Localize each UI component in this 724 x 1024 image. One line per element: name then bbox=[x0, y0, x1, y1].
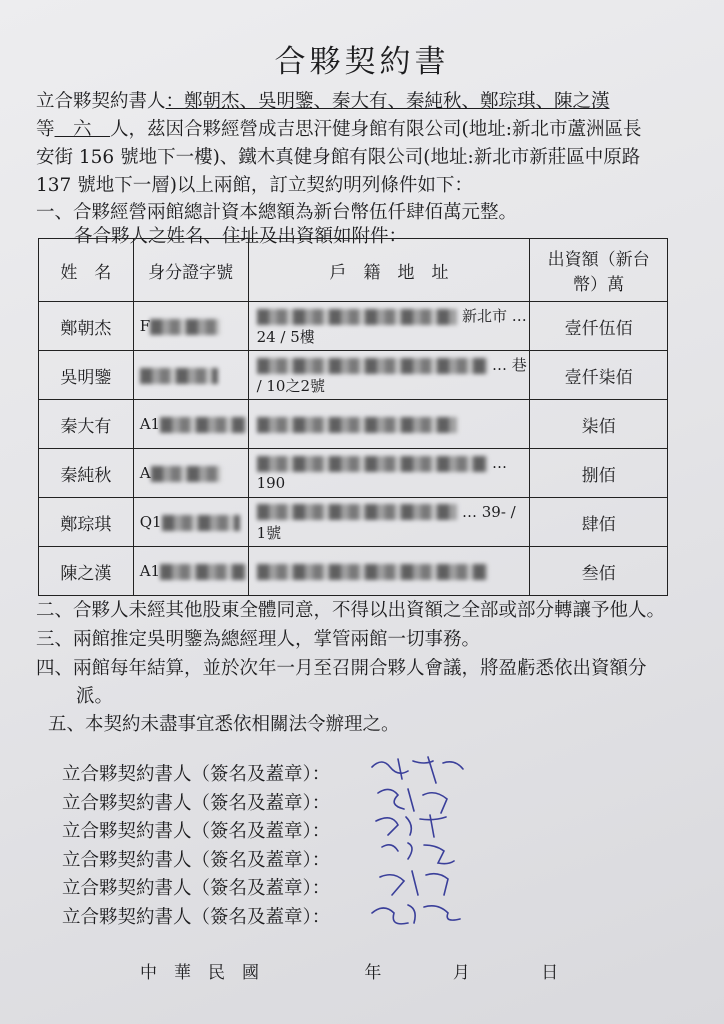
address-visible-part: … 巷 / 10之2號 bbox=[256, 356, 527, 395]
partner-name: 秦大有 bbox=[39, 400, 134, 449]
signature-line: 立合夥契約書人（簽名及蓋章）： bbox=[62, 792, 331, 814]
id-visible-part: Q1 bbox=[139, 513, 162, 531]
partner-name: 鄭朝杰 bbox=[39, 302, 134, 351]
date-era: 中 華 民 國 bbox=[140, 963, 259, 983]
redacted-address bbox=[257, 358, 487, 374]
partner-id bbox=[133, 498, 248, 547]
partner-amount: 壹仟柒佰 bbox=[530, 351, 668, 400]
partner-id bbox=[133, 400, 248, 449]
intro-label: 立合夥契約書人 bbox=[36, 91, 166, 112]
intro-line-2 bbox=[36, 115, 641, 141]
clause-2: 二、合夥人未經其他股東全體同意，不得以出資額之全部或部分轉讓予他人。 bbox=[36, 600, 666, 621]
partner-amount: 叁佰 bbox=[530, 547, 668, 596]
signature-line: 立合夥契約書人（簽名及蓋章）： bbox=[62, 821, 331, 842]
intro-text: 等 bbox=[36, 119, 55, 140]
signature-line: 立合夥契約書人（簽名及蓋章）： bbox=[62, 849, 331, 871]
partner-amount: 捌佰 bbox=[530, 449, 668, 498]
redacted-address bbox=[257, 564, 487, 580]
partner-id bbox=[133, 302, 248, 351]
partner-amount: 柒佰 bbox=[530, 400, 668, 449]
redacted-address bbox=[257, 456, 487, 472]
table-row bbox=[39, 498, 668, 547]
table-row bbox=[39, 400, 668, 449]
id-visible-part: A1 bbox=[139, 415, 161, 433]
partner-address bbox=[248, 400, 530, 449]
partner-id bbox=[133, 449, 248, 498]
partner-amount: 壹仟伍佰 bbox=[530, 302, 668, 351]
redacted-id bbox=[140, 368, 218, 384]
table-row bbox=[39, 547, 668, 596]
document-title: 合夥契約書 bbox=[274, 44, 450, 80]
partner-id bbox=[133, 351, 248, 400]
partner-id bbox=[133, 547, 248, 596]
date-year: 年 bbox=[364, 963, 382, 983]
header-amount: 出資額（新台幣）萬 bbox=[530, 239, 668, 302]
partner-name: 鄭琮琪 bbox=[39, 498, 134, 547]
address-visible-part: 新北市 … 24 / 5樓 bbox=[256, 307, 527, 346]
redacted-address bbox=[257, 309, 457, 325]
header-id: 身分證字號 bbox=[133, 239, 248, 302]
clause-4: 四、兩館每年結算，並於次年一月至召開合夥人會議，將盈虧悉依出資額分 bbox=[36, 658, 647, 679]
table-row bbox=[39, 449, 668, 498]
signature-line: 立合夥契約書人（簽名及蓋章）： bbox=[62, 906, 331, 928]
partner-names: ：鄭朝杰、吳明鑒、秦大有、秦純秋、鄭琮琪、陳之漢 bbox=[165, 91, 610, 112]
partner-name: 秦純秋 bbox=[39, 449, 134, 498]
redacted-id bbox=[150, 319, 220, 335]
id-visible-part: A bbox=[139, 464, 151, 482]
id-visible-part: F bbox=[139, 317, 151, 335]
signature-line: 立合夥契約書人（簽名及蓋章）： bbox=[62, 764, 331, 785]
redacted-address bbox=[257, 504, 457, 520]
date-line bbox=[140, 958, 558, 983]
partner-amount: 肆佰 bbox=[530, 498, 668, 547]
date-day: 日 bbox=[541, 963, 559, 983]
redacted-id bbox=[151, 466, 221, 482]
id-visible-part: A1 bbox=[139, 562, 161, 580]
redacted-id bbox=[160, 564, 246, 580]
address-visible-part: … 190 bbox=[256, 454, 507, 492]
header-address: 戶 籍 地 址 bbox=[248, 239, 530, 302]
intro-line-4: 137 號地下一層)以上兩館，訂立契約明列條件如下： bbox=[36, 175, 473, 196]
partner-name: 吳明鑒 bbox=[39, 351, 134, 400]
intro-line-3: 安街 156 號地下一樓)、鐵木真健身館有限公司(地址:新北市新莊區中原路 bbox=[36, 147, 641, 168]
clause-5: 五、本契約未盡事宜悉依相關法令辦理之。 bbox=[48, 714, 400, 735]
redacted-address bbox=[257, 417, 457, 433]
partner-count: 六 bbox=[54, 119, 111, 140]
partner-address bbox=[248, 449, 530, 498]
date-month: 月 bbox=[452, 963, 470, 983]
signature-line: 立合夥契約書人（簽名及蓋章）： bbox=[62, 878, 331, 899]
handwritten-signatures bbox=[368, 755, 478, 945]
partner-address bbox=[248, 547, 530, 596]
table-header bbox=[39, 239, 668, 302]
header-name: 姓 名 bbox=[39, 239, 134, 302]
partners-table bbox=[38, 238, 668, 596]
partner-address bbox=[248, 302, 530, 351]
clause-3: 三、兩館推定吳明鑒為總經理人，掌管兩館一切事務。 bbox=[36, 629, 481, 650]
partner-address bbox=[248, 498, 530, 547]
clause-1-sub: 各合夥人之姓名、住址及出資額如附件： bbox=[74, 226, 408, 247]
intro-line-1 bbox=[36, 87, 610, 113]
clause-1: 一、合夥經營兩館總計資本總額為新台幣伍仟肆佰萬元整。 bbox=[36, 202, 518, 223]
partner-address bbox=[248, 351, 530, 400]
table-row bbox=[39, 302, 668, 351]
intro-text: 人，茲因合夥經營成吉思汗健身館有限公司(地址:新北市蘆洲區長 bbox=[110, 119, 642, 140]
table-row bbox=[39, 351, 668, 400]
partner-name: 陳之漢 bbox=[39, 547, 134, 596]
redacted-id bbox=[160, 417, 246, 433]
clause-4-cont: 派。 bbox=[76, 686, 114, 707]
address-visible-part: … 39- / 1號 bbox=[256, 502, 516, 542]
redacted-id bbox=[162, 515, 240, 531]
